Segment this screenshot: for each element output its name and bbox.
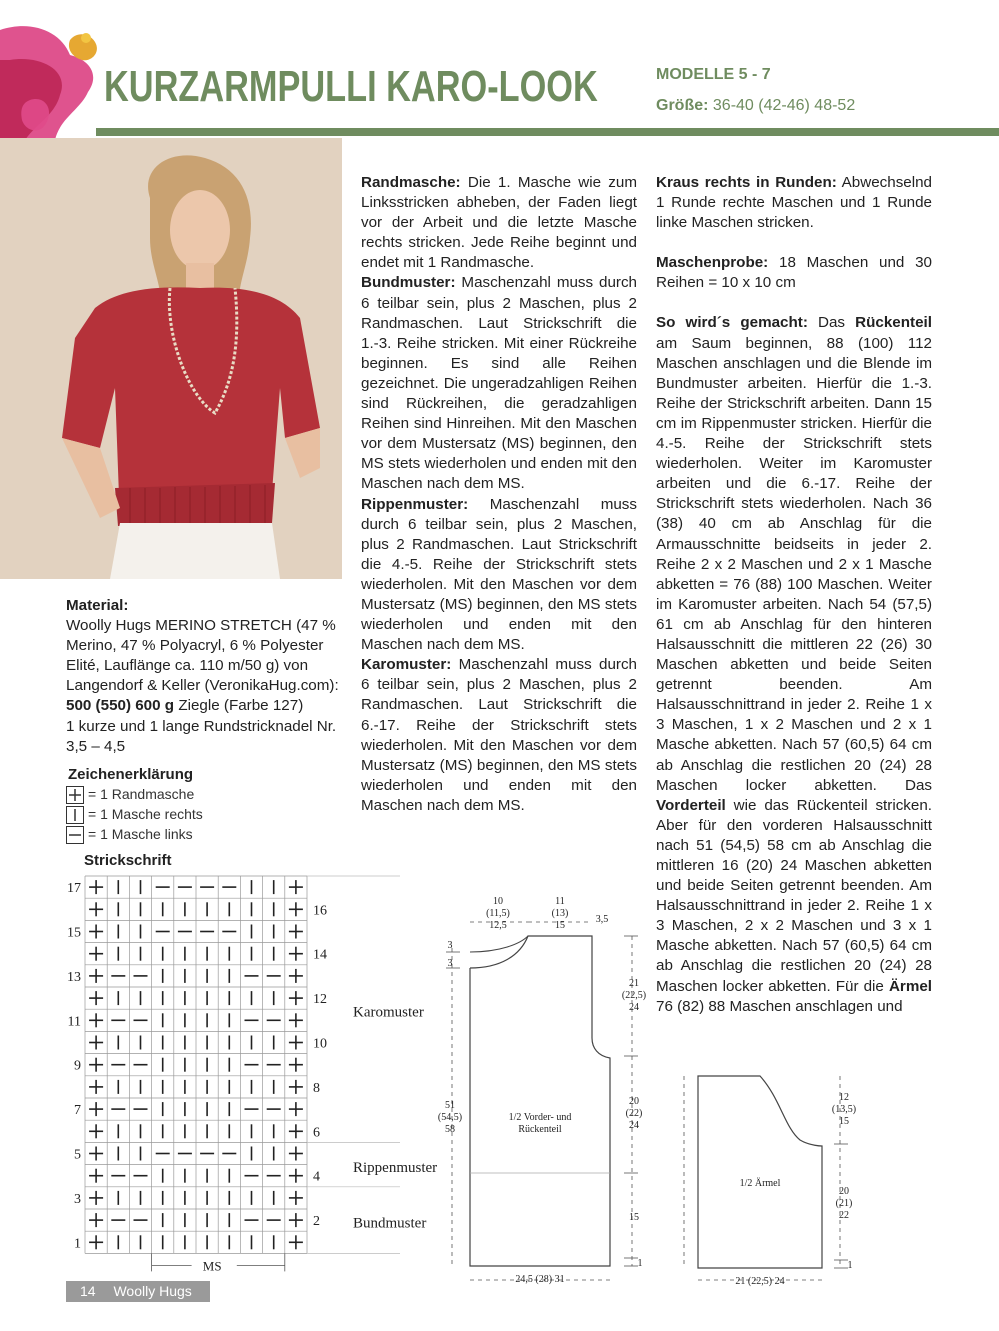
dim-length-3: 58 [445, 1124, 455, 1135]
chart-cell [89, 1191, 103, 1205]
dim-armhole-1: 21 [629, 978, 639, 989]
material-needles: 1 kurze und 1 lange Rundstricknadel Nr. 3,5 – 4,5 [66, 717, 337, 755]
dim-shoulder-depth: 3,5 [595, 914, 609, 925]
chart-cell [289, 1213, 303, 1227]
chart-row-number: 10 [313, 1036, 327, 1052]
kraus-heading: Kraus rechts in Runden: [656, 174, 837, 191]
dim-rib: 15 [629, 1212, 639, 1223]
body-piece-label-2: Rückenteil [518, 1124, 562, 1135]
chart-cell [289, 1080, 303, 1094]
karomuster-paragraph [361, 655, 637, 816]
anleitung-text-a: Das [818, 314, 846, 332]
chart-cell [89, 1102, 103, 1116]
chart-cell [89, 1124, 103, 1138]
sleeve-length-3: 22 [839, 1210, 849, 1221]
chart-cell [289, 1191, 303, 1205]
dim-neck-depth-front: 3 [447, 958, 453, 969]
chart-cell [89, 902, 103, 916]
chart-section-label: Karomuster [353, 1004, 424, 1021]
anleitung-heading: So wird´s gemacht: [656, 314, 808, 332]
kraus-text: Abwechselnd 1 Runde rechte Maschen und 1 Runde linke Maschen stricken. [656, 174, 932, 232]
chart-heading: Strickschrift [84, 852, 172, 869]
body-piece-label-1: 1/2 Vorder- und [508, 1112, 572, 1123]
maschenprobe-text: 18 Maschen und 30 Reihen = 10 x 10 cm [656, 254, 932, 292]
model-photo [0, 138, 342, 579]
chart-row-number: 2 [313, 1214, 320, 1230]
chart-row-number: 5 [74, 1147, 81, 1163]
material-amount: 500 (550) 600 g [66, 697, 175, 715]
rippenmuster-heading: Rippenmuster: [361, 495, 469, 513]
chart-cell [289, 991, 303, 1005]
chart-row-number: 3 [74, 1191, 81, 1207]
legend-item-links [66, 826, 193, 844]
bundmuster-paragraph [361, 273, 637, 494]
material-heading: Material: [66, 597, 129, 614]
legend-item-rechts [66, 806, 203, 824]
chart-cell [289, 1036, 303, 1050]
dim-shoulder-2: (13) [551, 908, 569, 919]
dim-armhole-2: (22,5) [621, 990, 647, 1001]
chart-cell [89, 1213, 103, 1227]
chart-cell [89, 925, 103, 939]
sleeve-cap-3: 15 [839, 1116, 849, 1127]
chart-row-number: 8 [313, 1080, 320, 1096]
chart-grid [85, 876, 400, 1253]
body-schematic [420, 888, 660, 1288]
size-info [656, 97, 855, 115]
page-title: KURZARMPULLI KARO-LOOK [104, 62, 598, 111]
anleitung-text-e: wie das Rückenteil stricken. Aber für den vorderen Halsausschnitt nach 51 (54,5) 58 cm ab Anschlag die mittleren 16 (20) 24 Maschen abketten und beide Seiten getrennt beenden. Am Halsausschnittrand in jeder 2. Reihe 1 x 3 Maschen, 2 x 2 Maschen und 3 x 1 Masche abketten. Nach 57 (60,5) 64 cm ab Anschlag die restlichen 20 (24) 28 Maschen locker abketten. Für die [656, 796, 932, 995]
rechts-symbol-icon [66, 806, 84, 824]
dim-armhole-3: 24 [629, 1002, 639, 1013]
dim-shoulder-3: 15 [555, 920, 565, 931]
legend-heading: Zeichenerklärung [68, 766, 194, 783]
anleitung-text-c: am Saum beginnen, 88 (100) 112 Maschen anschlagen und die Blende im Bundmuster arbeiten. Hierfür die 1.-3. Reihe der Strickschrift arbeiten. Dann 15 cm im Rippenmuster stricken. Hierfür die 4.-5. Reihe der Strickschrift stets wiederholen. Weiter im Karomuster arbeiten und die 6.-17. Reihe der Strickschrift stets wiederholen. Nach 36 (38) 40 cm ab Anschlag für die Armausschnitte beidseits in jeder 2. Reihe 2 x 2 Maschen und 2 x 1 Masche abketten = 76 (88) 100 Maschen. Weiter im Karomuster arbeiten. Nach 54 (57,5) 61 cm ab Anschlag für den hinteren Halsausschnitt die mittleren 22 (26) 30 Maschen abketten und beide Seiten getrennt beenden. Am Halsausschnittrand in jeder 2. Reihe 1 x 3 Maschen, 1 x 2 Maschen und 2 x 1 Masche abketten. Nach 57 (60,5) 64 cm ab Anschlag die restlichen 20 (24) 28 Maschen locker abketten. Das [656, 334, 932, 794]
chart-cell [289, 1013, 303, 1027]
chart-row-number: 4 [313, 1169, 320, 1185]
vorderteil-term: Vorderteil [656, 796, 726, 814]
dim-neck-width-2: (11,5) [486, 908, 510, 919]
sleeve-cap-2: (13,5) [831, 1104, 857, 1115]
dim-body-2: (22) [625, 1108, 643, 1119]
chart-cell [89, 969, 103, 983]
chart-row-number: 6 [313, 1125, 320, 1141]
dim-neck-depth-back: 3 [447, 940, 453, 951]
chart-cell [89, 991, 103, 1005]
chart-cell [289, 947, 303, 961]
links-symbol-icon [66, 826, 84, 844]
maschenprobe-heading: Maschenprobe: [656, 254, 769, 272]
sleeve-band: 1 [847, 1260, 853, 1271]
dim-body-3: 24 [629, 1120, 639, 1131]
kraus-paragraph [656, 173, 932, 233]
ms-label: MS [202, 1258, 222, 1274]
chart-cell [289, 925, 303, 939]
rueckenteil-term: Rückenteil [855, 314, 932, 332]
dim-neck-width-1: 10 [493, 896, 503, 907]
chart-cell [89, 1058, 103, 1072]
sleeve-width: 21 (22,5) 24 [735, 1276, 785, 1287]
chart-cell [289, 1147, 303, 1161]
material-section [66, 596, 342, 757]
chart-cell [289, 1169, 303, 1183]
knitting-chart [60, 870, 463, 1285]
sleeve-length-2: (21) [835, 1198, 853, 1209]
chart-row-number: 9 [74, 1058, 81, 1074]
page-number: 14 [80, 1283, 96, 1299]
instructions-column-3 [656, 173, 932, 1017]
anleitung-paragraph [656, 313, 932, 1016]
chart-row-number: 12 [313, 992, 327, 1008]
randmasche-symbol-icon [66, 786, 84, 804]
size-label: Größe: [656, 97, 709, 114]
maschenprobe-paragraph [656, 253, 932, 293]
chart-row-number: 13 [67, 969, 81, 985]
chart-cell [89, 1147, 103, 1161]
chart-cell [89, 1013, 103, 1027]
karomuster-text: Maschenzahl muss durch 6 teilbar sein, plus 2 Maschen, plus 2 Randmaschen. Laut Strickschrift die 6.-17. Reihe der Strickschrift stets wiederholen. Mit den Maschen vor dem Mustersatz (MS) beginnen, den MS stets wiederholen und enden mit den Maschen nach dem MS. [361, 656, 637, 814]
model-number: MODELLE 5 - 7 [656, 66, 771, 83]
chart-cell [289, 969, 303, 983]
chart-cell [89, 1036, 103, 1050]
chart-cell [89, 1169, 103, 1183]
sleeve-label: 1/2 Ärmel [739, 1178, 781, 1189]
chart-row-number: 14 [313, 947, 327, 963]
bundmuster-heading: Bundmuster: [361, 274, 456, 292]
material-text: Woolly Hugs MERINO STRETCH (47 % Merino, 47 % Polyacryl, 6 % Polyester Elité, Lauflänge ca. 110 m/50 g) von Langendorf & Keller (VeronikaHug.com): [66, 617, 339, 695]
sleeve-schematic [680, 1068, 880, 1298]
chart-cell [289, 1102, 303, 1116]
chart-row-number: 15 [67, 925, 81, 941]
legend-label: = 1 Randmasche [88, 786, 195, 802]
chart-cell [89, 1235, 103, 1249]
chart-cell [289, 1058, 303, 1072]
rippenmuster-paragraph [361, 495, 637, 656]
page-footer [66, 1281, 210, 1302]
dim-width: 24,5 (28) 31 [515, 1274, 565, 1285]
material-color: Ziegle (Farbe 127) [178, 697, 304, 715]
dim-length-2: (54,5) [437, 1112, 463, 1123]
chart-cell [89, 947, 103, 961]
header-rule [96, 128, 999, 136]
chart-cell [89, 1080, 103, 1094]
chart-row-number: 11 [67, 1014, 81, 1030]
chart-cell [289, 902, 303, 916]
chart-row-number: 16 [313, 903, 327, 919]
randmasche-heading: Randmasche: [361, 174, 461, 191]
anleitung-text-g: 76 (82) 88 Maschen anschlagen und [656, 997, 903, 1015]
material-amount-line [66, 696, 342, 716]
dim-band: 1 [637, 1258, 643, 1269]
legend-label: = 1 Masche rechts [88, 806, 203, 822]
chart-row-number: 1 [74, 1236, 81, 1252]
instructions-column-2 [361, 173, 637, 816]
aermel-term: Ärmel [888, 977, 932, 995]
sleeve-cap-1: 12 [839, 1092, 849, 1103]
sleeve-length-1: 20 [839, 1186, 849, 1197]
chart-cell [289, 1124, 303, 1138]
dim-body-1: 20 [629, 1096, 639, 1107]
chart-row-number: 7 [74, 1103, 81, 1119]
randmasche-text: Die 1. Masche wie zum Linksstricken abheben, der Faden liegt vor der Arbeit und die letzte Masche rechts stricken. Jede Reihe beginnt und endet mit 1 Randmasche. [361, 174, 637, 272]
chart-cell [89, 880, 103, 894]
dim-length-1: 51 [445, 1100, 455, 1111]
randmasche-paragraph [361, 173, 637, 273]
size-value: 36-40 (42-46) 48-52 [712, 97, 856, 114]
chart-section-label: Rippenmuster [353, 1159, 438, 1176]
rippenmuster-text: Maschenzahl muss durch 6 teilbar sein, plus 2 Maschen, plus 2 Randmaschen. Laut Strickschrift die 4.-5. Reihe der Strickschrift stets wiederholen. Mit den Maschen vor dem Mustersatz (MS) beginnen, den MS stets wiederholen und enden mit den Maschen nach dem MS. [361, 495, 637, 654]
chart-section-label: Bundmuster [353, 1215, 427, 1232]
chart-cell [289, 880, 303, 894]
chart-cell [289, 1235, 303, 1249]
footer-brand: Woolly Hugs [113, 1283, 192, 1299]
dim-shoulder-1: 11 [555, 896, 565, 907]
legend-item-randmasche [66, 786, 194, 804]
dim-neck-width-3: 12,5 [489, 920, 507, 931]
chart-row-number: 17 [67, 881, 81, 897]
bundmuster-text: Maschenzahl muss durch 6 teilbar sein, plus 2 Maschen, plus 2 Randmaschen. Laut Strickschrift die 1.-3. Reihe stricken. Mit einer Rückreihe beginnen. Es sind alle Reihen gezeichnet. Die ungeradzahligen Reihen sind Rückreihen, die geradzahligen Reihen sind Hinreihen. Mit den Maschen vor dem Mustersatz (MS) beginnen, den MS stets wiederholen und enden mit den Maschen nach dem MS. [361, 274, 637, 493]
karomuster-heading: Karomuster: [361, 656, 452, 674]
legend-label: = 1 Masche links [88, 826, 193, 842]
